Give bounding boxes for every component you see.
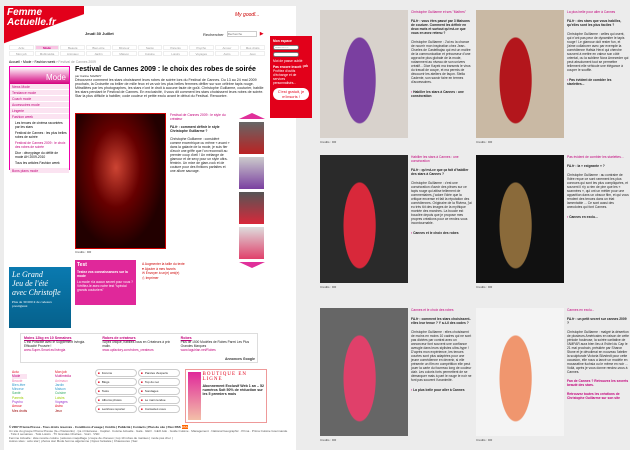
thumbnail[interactable] [239,192,264,224]
magazine-cover [188,372,201,420]
footer-category-link[interactable]: Jeux [55,408,62,413]
footer-category-link[interactable]: Voyages [55,400,68,405]
photo-credit: Crédits : DR [320,285,337,289]
panel-extra-link[interactable]: Retrouvez toutes les créations de Christophe Guillarme sur son site [567,392,620,400]
footer-category-link[interactable]: Cuisine [55,391,66,396]
ad-text: C'est Possible avec le Supplément Irvingia. Efficacité Prouvée ! [24,340,86,348]
section-sidebar [9,66,70,173]
link-label: Tests [101,389,109,393]
footer-line: Un site du groupe Prisma Presse (G+J Networks) · Ça m'intéresse · Capital · Cuisine Actuelle · Gala · GEO · GEO Ado · Guide Cuisine · Management · National Geographic · Prima · Prima Cuisine Gourmande · Télé 2 semaines · Télé Loisirs · TV Grandes Chaînes · Voici · VSD [9,428,288,437]
nav-tab-amour[interactable]: Amour [215,45,240,50]
forgot-password-link[interactable]: Mot de passe oublié [273,59,303,63]
benefits-text: Profitez d'outils d'échange et de services personnalisés... [273,69,297,85]
breadcrumb: Accueil › Mode › Fashion week › Festival de Cannes 2009 [9,60,96,64]
panel-answer: Christophe Guillarme : celles qui osent, qui n'ont pas peur de dynamiter le tapis rouge ! Le glamour doit rester fun, et j'aime collaborer avec par exemple la comédienne Hafsia Herzi qui cherche souvent à mettre en valeur son côté oriental, ou la sublime Nora Arnezeder qui peut absolument tout se permettre tellement elle véhicule une élégance à couper le souffle. [567,32,629,72]
panel-title: Pas évident de combler les starlettes... [567,155,624,159]
article-main-photo [75,113,166,249]
panel-title: Cannes et le choix des robes [411,308,454,312]
link-label: Contactez-nous [144,407,166,411]
sidebar-item[interactable]: Coach mode [10,96,69,102]
link-icon: ■ [141,407,143,411]
sidebar-subitem[interactable]: Dior : décryptage du défilé de mode AH 2009-2010 [15,151,59,159]
login-title: Mon espace [273,39,292,43]
nav-tab-bientre[interactable]: Bien-être [86,45,111,50]
nav-tab-jardin[interactable]: Jardin [86,51,111,56]
panel-answer: Christophe Guillarme : malgré la désertion de plusieurs Américains en raison de cette période houleuse, la soirée caritative de l'AMFAR aura bien lieu à l'hôtel du Cap le 21 mai prochain, présidée par Sharon Stone et je dévoilerai en nouveau l'atelier la sculpturale Victoria Silvstedt pour cette occasion, elle nous a lancé un modèle en mousseline fuchsia ou le même en noir ... Voilà, après je vous donne rendez-vous à Cannes. [567,330,629,374]
article-byline: par Carine SAVARY [75,74,102,78]
sidebar-subitem[interactable]: Les tenues de cinéma racontées par les stars [15,121,63,129]
community-link[interactable] [138,405,180,413]
side-answer: Christophe Guillarme : considéré comme excentrique ou même « avant » dans la galaxie de la mode, je suis fier d'avoir une griffe que l'on reconnaît au premier coup d'œil ! Un mélange de glamour et de sexy pour un style ultra-féminin. Un mixe de glam-rock et de couture pour des finitions parfaites et une allure sauvage. [170,137,230,173]
panel-question: FA.fr : qu'est-ce que ça fait d'habiller des stars à Cannes ? [411,168,469,176]
current-date: Jeudi 30 Juillet [85,31,114,36]
ad-url[interactable]: www.laguirlan.net/Robes [180,348,216,352]
panel-answer: Christophe Guillarme : c'est une consécration d'avoir des pièces sur ce tapis rouge qui attise tellement de commentaires, j'adore l'idée que la critique encense et fait la réputation des comédiennes. Originaire de la Riviera, j'ai eu très tôt des images de la mythique montée des marches. La boucle est bouclée depuis que je propose mes propres créations pour ce rendez-vous incontournable. [411,181,472,225]
breadcrumb-item[interactable]: Accueil [9,60,20,64]
community-link[interactable] [95,369,137,377]
photo-credit: Crédits : DR [320,140,337,144]
footer-category-link[interactable]: Beauté [12,378,23,383]
article-title: Festival de Cannes 2009 : le choix des robes de soirée [75,66,256,73]
ad-text: avec Christofle [12,288,61,297]
panel-question: FA.fr : comment les stars choisissent-elles leur tenue ? Y a-t-il des codes ? [411,317,471,325]
panel-text [411,155,473,235]
community-link[interactable] [95,378,137,386]
panel-next-link[interactable]: ▪ Pas évident de combler les starlettes... [567,78,629,86]
search-input[interactable] [227,31,257,37]
article-panel [476,155,630,292]
thumbnail[interactable] [239,227,264,259]
link-icon: ■ [141,371,143,375]
ad-text: Plus de 30 000 € de cadeaux prestigieux [12,300,52,308]
sidebar-item[interactable]: News Mode [10,84,69,90]
nav-tab-multimdia[interactable]: Multimédia [35,51,60,56]
ad-text: Soyez unique, habillez-vous en Créateurs à prix malin. [102,340,171,348]
sidebar-item[interactable]: Accessoires mode [10,102,69,108]
main-nav [9,45,265,56]
link-label: Sondages [144,389,159,393]
link-icon: ■ [98,371,100,375]
link-label: Top du net [144,380,159,384]
username-input[interactable] [273,45,299,50]
photo-credit: Crédits : DR [476,140,493,144]
photo-credit: Crédits : DR [476,438,493,442]
thumbnail-strip [239,114,265,268]
google-ads-label[interactable]: Annonces Google [225,357,255,361]
test-box[interactable] [75,260,136,305]
footer-line: Femme Actuelle : idée recette cuisine | astuces maquillage | coupe de cheveux | top 10 robes de mariées | mode pas cher | [9,435,173,440]
article-intro: Découvrez comment les stars choisissent leurs robes de soirée lors du Festival de Cannes. Du 13 au 24 mai 2009 prochain, la Croisette va briller de mille feux et va voir les plus belles femmes défiler sur son célèbre tapis rouge. Mitraillées par les photographes, les stars n'ont le droit à aucune faute de goût. Christophe Guillarme, couturier, habille les stars pendant le Festival de Cannes. En exclusivité, il vous dit comment les stars choisissent leurs robes de soirée. Star la plus difficile à habiller, code couleur et petite exclu avant le début du Festival. Rencontre. [75,78,264,98]
panel-title: Habiller les stars à Cannes : une consécration [411,155,459,163]
panel-text [567,10,629,86]
breadcrumb-item[interactable]: Mode [22,60,32,64]
photo-credit: Crédits : DR [320,438,337,442]
link-label: Paroles d'experts [144,371,168,375]
login-panel [270,36,312,118]
panel-photo [476,10,564,138]
community-link[interactable] [138,396,180,404]
nav-tab-actu[interactable]: Actu [9,45,34,50]
christofle-ad-banner[interactable] [9,267,71,328]
print-link[interactable]: ⎙ Imprimer [142,275,159,280]
scroll-down-arrow[interactable] [239,262,265,268]
panel-next-link[interactable]: ▪ Habiller les stars à Cannes : une consécration [411,90,473,98]
photo-credit: Crédits : DR [476,285,493,289]
footer-categories [55,370,71,413]
panel-photo [476,308,564,436]
panel-extra-link[interactable]: Fan de Cannes ? Retrouvez les secrets beauté des stars. [567,379,629,387]
nav-tab-psycho[interactable]: Psycho [189,45,214,50]
panel-text [567,155,629,219]
panel-question: FA.fr : vous êtes passé par 3 Maisons de couture. Comment les définir en deux mots et surtout qu'est-ce que vous en avez retenu ? [411,19,470,35]
thumbnail[interactable] [239,122,264,154]
footer-category-link[interactable]: Jardin [55,382,64,387]
footer-category-link[interactable]: Mon job [55,370,67,374]
footer-category-link[interactable]: Loisirs [55,395,65,400]
panel-photo [476,155,564,283]
search-go-icon[interactable]: ▶ [259,31,264,37]
article-panel [320,10,475,147]
sidebar-item[interactable]: Lingerie [10,108,69,114]
article-panel [320,155,475,292]
sidebar-subitem[interactable]: Festival de Cannes 2009 : le choix des robes de soirée [15,141,66,149]
panel-photo [320,155,408,283]
ad-url[interactable]: www.upfactory.com/robes_createurs [102,348,154,352]
nav-tab-cuisine[interactable]: Cuisine [138,51,163,56]
rss-badge[interactable]: RSS [181,425,188,429]
nav-tab-astro[interactable]: Astro [215,51,240,56]
link-icon: ■ [98,398,100,402]
community-link[interactable] [138,378,180,386]
footer-category-link[interactable]: Astro [55,404,63,409]
panel-title: Cannes en exclu... [567,308,595,312]
breadcrumb-current: Festival de Cannes 2009 [58,60,96,64]
test-link[interactable]: Testez vos connaissances sur la mode [77,270,128,278]
footer-category-link[interactable]: Mode [12,374,27,378]
link-icon: ■ [141,380,143,384]
register-button[interactable]: C'est gratuit, je m'inscris ! [273,88,309,100]
article-panel [320,308,475,445]
footer-category-link[interactable]: Minceur [12,387,24,392]
test-text: La mode n'a aucun secret pour vous ? Vérifiez-le avec notre test "spécial grands couturiers" [77,280,133,292]
breadcrumb-item[interactable]: Fashion week [34,60,56,64]
google-ad[interactable] [24,336,97,360]
nav-tab-minceur[interactable]: Minceur [112,45,137,50]
footer-category-link[interactable]: Actu [12,370,19,374]
photo-credit: Crédits : DR [75,250,92,254]
article-side-text [170,113,230,173]
link-icon: ■ [98,389,100,393]
sidebar-subitem[interactable]: Tous les articles Fashion week [15,161,60,165]
footer-categories [12,370,27,413]
panel-text [411,308,473,392]
nav-tab-sant[interactable]: Santé [138,45,163,50]
panel-text [411,10,473,98]
ad-title[interactable]: Robes de créateurs [102,336,136,340]
copyright: © 2007 Prisma Presse · Tous droits réservés · Conditions d'usage | Crédits | Publicité | Contacts | Plan du site | Flux RSS [9,425,181,429]
link-icon: ■ [98,407,100,411]
nav-tab-mode[interactable]: Mode [35,45,60,50]
nav-tab-animaux[interactable]: Animaux [60,51,85,56]
nav-tab-mesdroits[interactable]: Mes droits [240,45,265,50]
footer-category-link[interactable]: Maison [55,387,66,392]
footer-category-link[interactable]: Psycho [12,400,23,405]
side-title: Festival de Cannes 2009 : le style du créateur [170,113,226,121]
test-title: Test [77,262,87,268]
online-shop-box[interactable] [185,369,267,423]
footer-category-link[interactable]: Mes droits [12,408,28,413]
panel-answer: Christophe Guillarme : au contraire de l'idée reçue ce sont rarement les plus connues qui sont les plus compliquées, et souvent il n'y a rien de pire que les « scannées », qui ont un métier pour une apparition dans un obscur film, et qui vous rendent des tenues dans un état lamentable ... Ce sont aussi des anecdotes qui font Cannes. [567,173,629,209]
ad-text: Plus de 1500 Modèles de Robes Parmi Les Plus Grandes Marques [180,340,250,348]
text-size-link[interactable]: A Augmenter la taille du texte [142,262,185,266]
site-logo[interactable] [4,6,84,44]
community-link[interactable] [95,387,137,395]
community-link[interactable] [95,396,137,404]
sidebar-bons-plans[interactable]: Bons plans mode [10,168,69,174]
nav-tab-voyages[interactable]: Voyages [189,51,214,56]
shop-offer: Abonnement Exclusif Web 1 an – 52 numéros Soit 50% de réduction sur les 5 premiers mois [202,384,264,396]
link-icon: ■ [141,389,143,393]
send-friend-link[interactable]: ✉ Envoyer à un(e) ami(e) [142,271,180,275]
article-panel [476,308,630,445]
google-ads [20,333,258,363]
ad-title[interactable]: Moins 12kg en 10 Semaines [24,336,72,340]
side-question: FA.fr : comment définir le style Christophe Guillarme ? [170,125,220,133]
scroll-up-arrow[interactable] [239,113,265,119]
link-icon: ■ [141,398,143,402]
footer-category-link[interactable]: Multimédia [55,374,71,379]
panel-next-link[interactable]: ▪ Cannes et le choix des robes [411,231,473,235]
logo-text: Actuelle.fr [7,17,56,28]
nav-tab-maison[interactable]: Maison [112,51,137,56]
search-label: Rechercher [203,31,224,37]
link-label: Le main tendue [144,398,166,402]
shop-title: BOUTIQUE EN LIGNE [202,372,247,382]
link-label: Blogs [101,380,110,384]
thumbnail[interactable] [239,157,264,189]
article-panel [476,10,630,147]
panel-photo [320,10,408,138]
panel-answer: Christophe Guillarme : elles choisissent de moins en moins 10 cadres qui ne sont pas dictées par contrat avec un annonceur font souvent une confiance aveugle dans leurs stylistes ultra-hype ! D'après mon expérience, les tenues courtes sont plus adaptées pour une jeune comédienne en devenir, si elle présente un film en compétition elle peut jouer la carte du fourreau long de couleur clair. Les coloris forts permettent de se démarquer mais à part le rouge le noir ne font pas souvent l'unanimité. [411,330,472,382]
logo-text: Femme [7,7,43,18]
footer [9,426,289,444]
search-bar [203,31,264,37]
link-icon: ■ [98,380,100,384]
panel-answer: Christophe Guillarme : J'ai eu la chance de nourrir mon inspiration chez Jean-Charles de Castelbajac qui est un maître de la communication et précurseur d'une approche plus globale de la mode, notamment au niveau de son univers créatif... Dice Kayek ma transmis le virus du travail de coupe, et ma permis de découvrir les ateliers de façon. Stella Cadente, son savoir faire en termes d'accessoires. [411,40,471,84]
sidebar-item[interactable]: Fashion week [10,114,69,120]
footer-category-link[interactable]: Animaux [55,378,68,383]
ad-url[interactable]: www.Super-Smart.eu/Irvingia [24,348,66,352]
footer-category-link[interactable]: Bien-être [12,382,26,387]
not-registered-text: Pas encore inscrit ? [273,65,305,69]
panel-title: Christophe Guillarme et ses "Maîtres" [411,10,466,14]
panel-next-link[interactable]: ▪ La plus belle pour aller à Cannes [411,388,473,392]
community-link[interactable] [95,405,137,413]
login-ok-button[interactable]: ok [304,64,308,68]
footer-category-link[interactable]: Amour [12,404,22,409]
panel-question: FA.fr : un petit secret sur cannes 2009 ? [567,317,627,325]
community-link[interactable] [138,369,180,377]
ad-text: Le Grand [12,270,43,279]
article-tools [142,262,185,280]
ad-title[interactable]: Robes [180,336,192,340]
nav-tab-jeux[interactable]: Jeux [240,51,265,56]
sidebar-title: Mode [10,67,69,84]
sidebar-subitem[interactable]: Festival de Cannes : les plus belles robes de soirée [15,131,67,139]
link-label: Albums photos [101,398,122,402]
nav-tab-beaut[interactable]: Beauté [60,45,85,50]
panel-question: FA.fr : la « exigeante » ? [567,164,605,168]
panel-question: FA.fr : des stars que vous habillez, qu'elles sont les plus faciles ? [567,19,622,27]
password-input[interactable] [273,52,299,57]
footer-line: Autres sites : actu star | photos star Mode femme algérienne | bijoux fantaisie | Chaussures | Sac [9,439,138,444]
ad-text: Jeu de l'été [12,279,48,288]
panel-text [567,308,629,400]
link-label: Forums [101,371,112,375]
google-ad[interactable] [102,336,175,360]
nav-tab-parents[interactable]: Parents [163,45,188,50]
footer-category-link[interactable]: Santé [12,391,21,396]
footer-category-link[interactable]: Parents [12,395,24,400]
favorites-link[interactable]: ♥ Ajouter à mes favoris [142,266,176,271]
community-link[interactable] [138,387,180,395]
link-label: Lectrices reporter [101,407,126,411]
panel-next-link[interactable]: ▪ Cannes en exclu... [567,215,629,219]
panel-title: La plus belle pour aller à Cannes [567,10,616,14]
nav-tab-loisirs[interactable]: Loisirs [163,51,188,56]
community-links [95,369,180,413]
sidebar-item[interactable]: Tendance mode [10,90,69,96]
partner-logo[interactable]: My goodl... [235,12,260,18]
panel-photo [320,308,408,436]
nav-tab-monjob[interactable]: Mon job [9,51,34,56]
